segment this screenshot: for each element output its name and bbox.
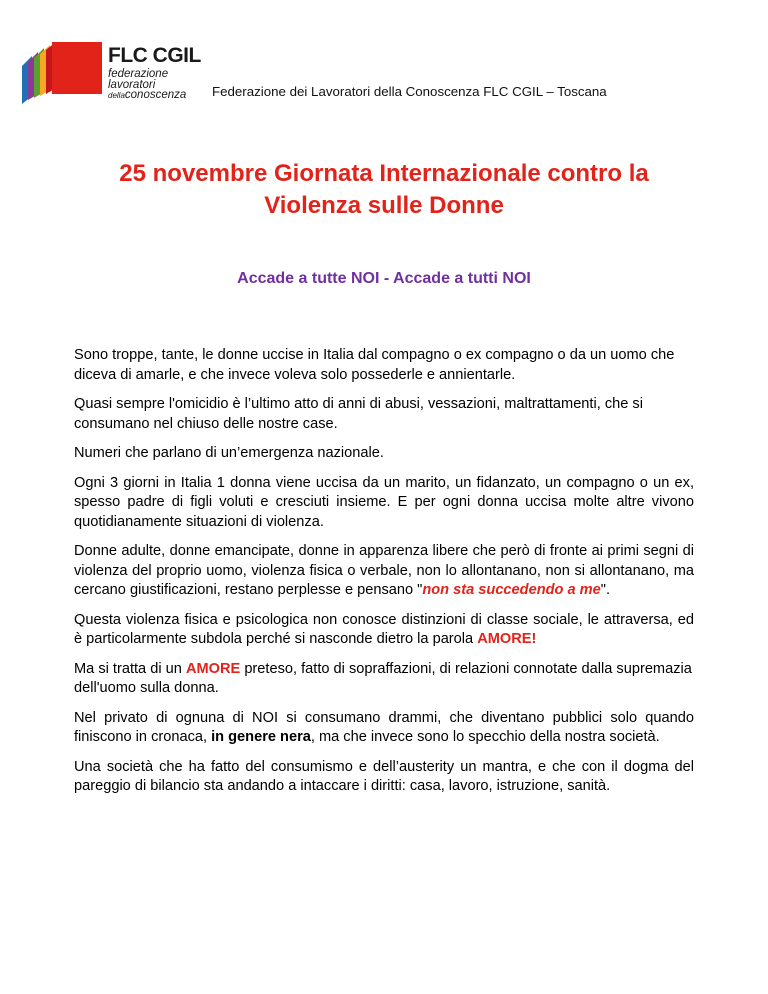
- logo-sub-della: della: [108, 91, 125, 100]
- logo-mark-icon: [20, 42, 106, 104]
- article-body: [74, 346, 694, 807]
- logo-name: FLC CGIL: [108, 44, 201, 67]
- paragraph-3: Numeri che parlano di un’emergenza nazionale.: [74, 445, 384, 461]
- paragraph-5-emphasis: non sta succedendo a me: [422, 582, 601, 598]
- flc-cgil-logo: [20, 42, 200, 104]
- logo-sub-line2: lavoratori: [108, 78, 156, 91]
- page-title: [84, 158, 684, 222]
- paragraph-7-end: preteso, fatto di sopraffazioni, di relazioni connotate dalla supremazia dell'uomo sulla donna.: [74, 660, 692, 696]
- paragraph-6-emphasis: AMORE!: [477, 631, 537, 647]
- paragraph-9: Una società che ha fatto del consumismo e dell’austerity un mantra, e che con il dogma del pareggio di bilancio sta andando a intaccare i diritti: casa, lavoro, istruzione, sanità.: [74, 758, 694, 794]
- paragraph-7-start: Ma si tratta di un: [74, 660, 186, 677]
- paragraph-6-text: Questa violenza fisica e psicologica non conosce distinzioni di classe sociale, le attraversa, ed è particolarmente subdola perché si nasconde dietro la parola: [74, 611, 694, 647]
- paragraph-2: Quasi sempre l'omicidio è l’ultimo atto di anni di abusi, vessazioni, maltrattamenti, che si consumano nel chiuso delle nostre case.: [74, 396, 643, 432]
- logo-sub-line3: conoscenza: [124, 89, 187, 101]
- paragraph-8-start: Nel privato di ognuna di NOI si consumano drammi, che diventano pubblici solo quando finiscono in cronaca,: [74, 709, 694, 745]
- paragraph-8-emphasis: in genere nera: [211, 729, 311, 745]
- paragraph-8: [74, 709, 694, 748]
- page-subtitle: Accade a tutte NOI - Accade a tutti NOI: [237, 270, 531, 287]
- paragraph-1: Sono troppe, tante, le donne uccise in Italia dal compagno o ex compagno o da un uomo che diceva di amarle, e che invece voleva solo possederle e annientarle.: [74, 347, 675, 383]
- header-organization: Federazione dei Lavoratori della Conoscenza FLC CGIL – Toscana: [212, 84, 607, 99]
- paragraph-5-text: Donne adulte, donne emancipate, donne in apparenza libere che però di fronte ai primi segni di violenza del proprio uomo, violenza fisica o verbale, non lo allontanano, non si allontanano, ma cercano giustificazioni, restano perplesse e pensano ": [74, 543, 694, 598]
- paragraph-4: Ogni 3 giorni in Italia 1 donna viene uccisa da un marito, un fidanzato, un compagno o un ex, spesso padre di figli voluti e cresciuti insieme. E per ogni donna uccisa molte altre vivono quotidianamente situazioni di violenza.: [74, 474, 694, 530]
- paragraph-7: [74, 660, 694, 699]
- paragraph-8-end: , ma che invece sono lo specchio della nostra società.: [310, 729, 660, 745]
- logo-sub-line1: federazione: [108, 68, 169, 80]
- paragraph-7-emphasis: AMORE: [185, 660, 241, 677]
- title-line-1: 25 novembre Giornata Internazionale contro la: [119, 160, 649, 187]
- paragraph-5: [74, 542, 694, 601]
- paragraph-5-end: ".: [600, 582, 611, 598]
- title-line-2: Violenza sulle Donne: [264, 192, 504, 219]
- logo-subtitle: [108, 69, 186, 102]
- paragraph-6: [74, 611, 694, 650]
